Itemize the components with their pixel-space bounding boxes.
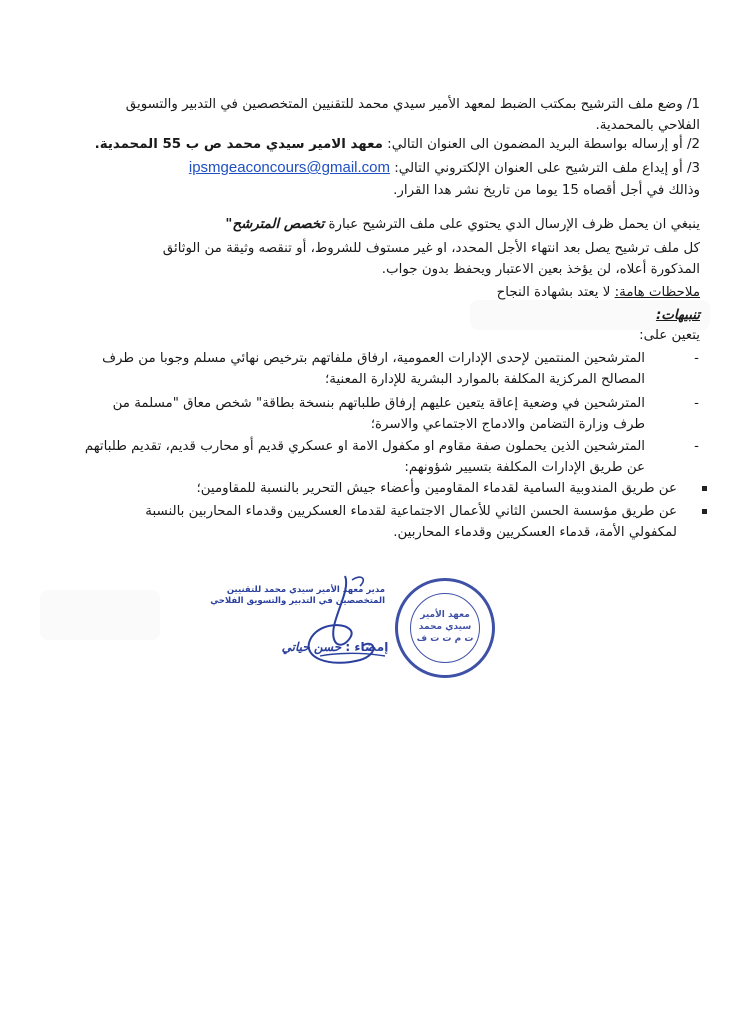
stamp-text-line-2: سيدي محمد — [418, 622, 472, 632]
sub-list-item — [60, 478, 697, 499]
signature-label: إمضاء : — [345, 640, 389, 654]
must-line: يتعين على: — [639, 328, 700, 343]
sub-list-item-line-1: عن طريق مؤسسة الحسن الثاني للأعمال الاجتماعية لقدماء العسكريين وقدماء المحاربين بالنسبة — [145, 504, 677, 519]
list-item-line-2: طرف وزارة التضامن والادماج الاجتماعي والاسرة؛ — [370, 417, 645, 432]
paragraph-4: وذالك في أجل أقصاه 15 يوما من تاريخ نشر هدا القرار. — [393, 183, 700, 198]
official-stamp — [395, 578, 495, 678]
dash-bullet: - — [694, 351, 699, 366]
scan-smudge — [40, 590, 160, 640]
paragraph-2 — [60, 134, 700, 155]
dash-bullet: - — [694, 439, 699, 454]
sub-list-item — [60, 501, 697, 543]
dash-bullet: - — [694, 396, 699, 411]
list-item — [60, 348, 697, 390]
notes-line — [60, 282, 700, 303]
list-item — [60, 436, 697, 478]
stamp-text-line-3: ت م ت ت ف — [416, 634, 474, 644]
paragraph-1-line-2: الفلاحي بالمحمدية. — [595, 118, 700, 133]
list-item-line-1: المترشحين المنتمين لإحدى الإدارات العمومية، ارفاق ملفاتهم بترخيص نهائي مسلم وجوبا من طرف — [102, 351, 645, 366]
paragraph-1 — [60, 94, 700, 136]
notes-text: لا يعتد بشهادة النجاح — [496, 285, 615, 300]
stamp-text — [398, 609, 492, 645]
paragraph-3 — [60, 157, 700, 179]
handwritten-signature — [290, 568, 410, 678]
signatory-title-line-2: المتخصصين في التدبير والتسويق الفلاحي — [210, 596, 385, 606]
list-item — [60, 393, 697, 435]
signatory-name: حسن حياتي — [281, 640, 342, 654]
paragraph-5 — [60, 214, 700, 235]
paragraph-6 — [60, 238, 700, 280]
warnings-label: تنبيهات: — [655, 308, 700, 323]
stamp-text-line-1: معهد الأمير — [420, 610, 470, 620]
square-bullet — [702, 486, 707, 491]
email-link[interactable]: ipsmgeaconcours@gmail.com — [188, 159, 391, 176]
paragraph-3-text: 3/ أو إيداع ملف الترشيح على العنوان الإلكتروني التالي: — [390, 161, 700, 176]
sub-list-item-line-1: عن طريق المندوبية السامية لقدماء المقاومين وأعضاء جيش التحرير بالنسبة للمقاومين؛ — [196, 481, 677, 496]
paragraph-1-line-1: 1/ وضع ملف الترشيح بمكتب الضبط لمعهد الأمير سيدي محمد للتقنيين المتخصصين في التدبير والتسويق — [125, 97, 700, 112]
list-item-line-2: المصالح المركزية المكلفة بالموارد البشرية للإدارة المعنية؛ — [325, 372, 645, 387]
list-item-line-2: عن طريق الإدارات المكلفة بتسيير شؤونهم: — [404, 460, 645, 475]
list-item-line-1: المترشحين في وضعية إعاقة يتعين عليهم إرفاق طلباتهم بنسخة بطاقة" شخص معاق "مسلمة من — [112, 396, 645, 411]
paragraph-6-line-1: كل ملف ترشيح يصل بعد انتهاء الأجل المحدد، او غير مستوف للشروط، أو تنقصه وثيقة من الوثائق — [162, 241, 700, 256]
sub-list-item-line-2: لمكفولي الأمة، قدماء العسكريين وقدماء المحاربين. — [393, 525, 677, 540]
paragraph-6-line-2: المذكورة أعلاه، لن يؤخذ بعين الاعتبار ويحفظ بدون جواب. — [381, 262, 700, 277]
paragraph-5-text: ينبغي ان يحمل ظرف الإرسال الدي يحتوي على ملف الترشيح عبارة — [328, 217, 700, 232]
paragraph-5-phrase: تخصص المترشح" — [225, 217, 325, 232]
signature-caption — [270, 640, 400, 654]
signatory-title-line-1: مدير معهد الأمير سيدي محمد للتقنيين — [226, 585, 385, 595]
notes-label: ملاحظات هامة: — [614, 285, 700, 300]
warnings-heading — [60, 305, 700, 326]
paragraph-2-address: معهد الامير سيدي محمد ص ب 55 المحمدية. — [94, 137, 383, 152]
list-item-line-1: المترشحين الذين يحملون صفة مقاوم او مكفول الامة او عسكري قديم أو محارب قديم، تقديم طلباتهم — [84, 439, 645, 454]
square-bullet — [702, 509, 707, 514]
paragraph-2-text: 2/ أو إرساله بواسطة البريد المضمون الى العنوان التالي: — [382, 137, 700, 152]
